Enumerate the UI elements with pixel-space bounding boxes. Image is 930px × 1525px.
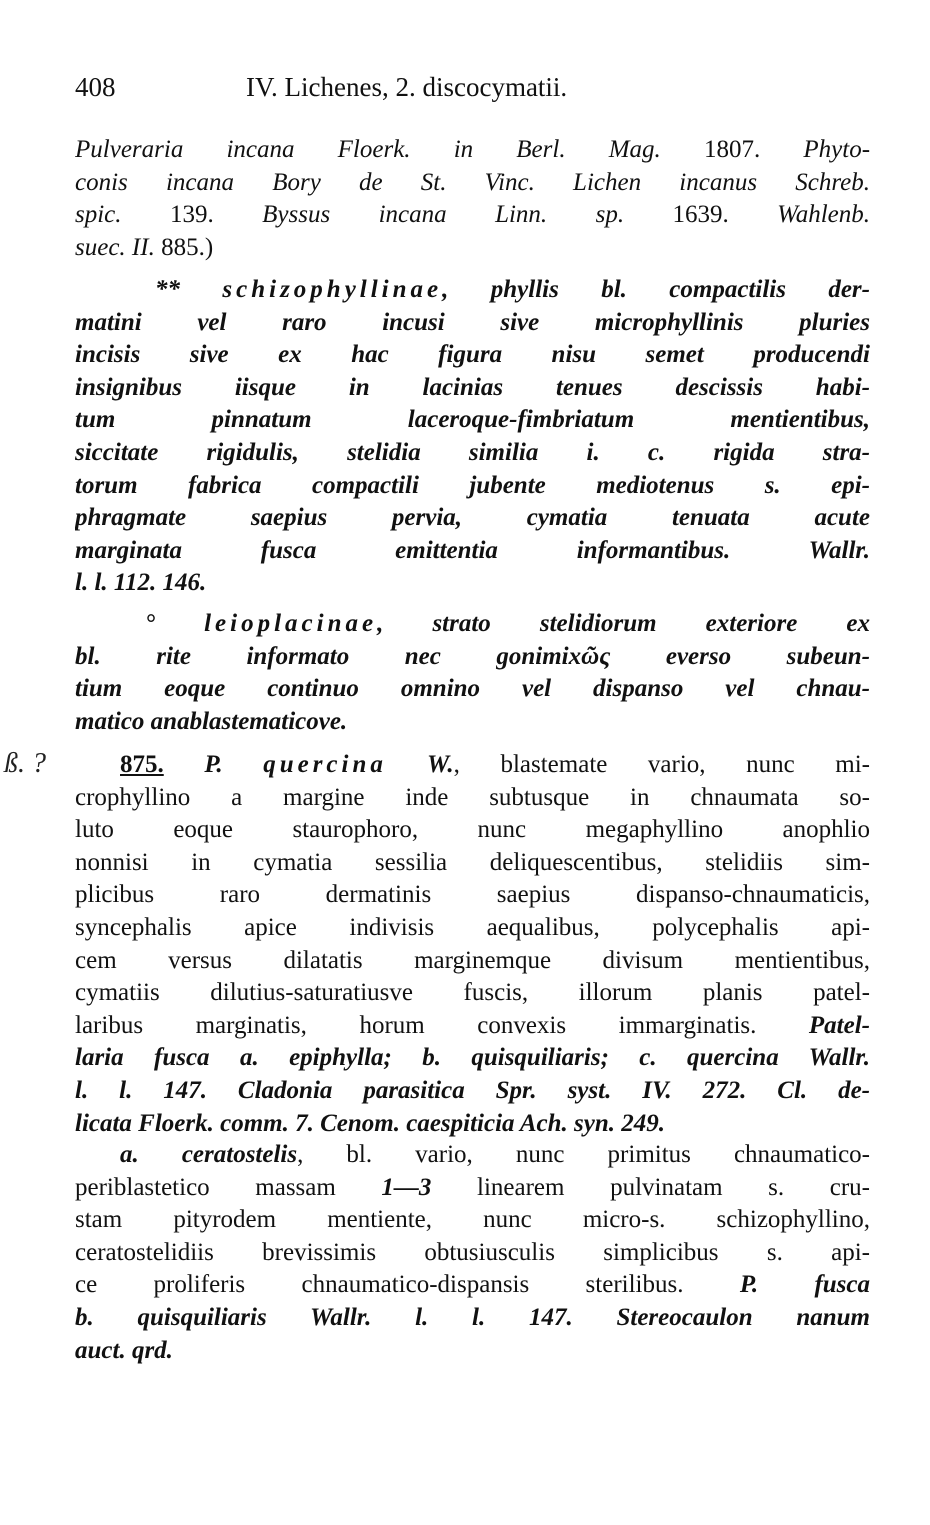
text-line: [75, 166, 870, 200]
text-segment: nonnisi in cymatia sessilia deliquescentibus, stelidiis sim-: [75, 848, 870, 876]
text-segment: tium eoque continuo omnino vel dispanso vel chnau-: [75, 675, 870, 703]
text-segment: cymatiis dilutius-saturatiusve fuscis, illorum planis patel-: [75, 979, 870, 1007]
text-segment: linearem pulvinatam s. cru-: [431, 1173, 870, 1201]
text-segment: Byssus incana Linn. sp.: [262, 201, 673, 229]
text-line: [75, 566, 870, 600]
text-line: [75, 1334, 870, 1368]
text-segment: Phyto-: [803, 136, 870, 163]
text-segment: W.: [386, 751, 454, 778]
text-segment: , blastemate vario, nunc mi-: [453, 751, 870, 778]
text-segment: ce proliferis chnaumatico-dispansis sterilibus.: [75, 1271, 740, 1299]
text-segment: luto eoque staurophoro, nunc megaphyllino anophlio: [75, 816, 870, 844]
text-segment: siccitate rigidulis, stelidia similia i. c. rigida stra-: [75, 439, 870, 466]
text-segment: bl. rite informato nec gonimixῶς everso subeun-: [75, 642, 870, 670]
handwritten-margin-note: ß. ?: [4, 748, 46, 779]
text-line: [75, 1301, 870, 1335]
text-segment: b. quisquiliaris Wallr. l. l. 147. Stereocaulon nanum: [75, 1304, 870, 1331]
text-line: [75, 976, 870, 1010]
text-segment: l. l. 147. Cladonia parasitica Spr. syst. IV. 272. Cl. de-: [75, 1077, 870, 1104]
text-line: [75, 501, 870, 535]
text-line: [75, 813, 870, 847]
text-segment: schizophyllinae: [222, 276, 443, 303]
text-segment: crophyllino a margine inde subtusque in chnaumata so-: [75, 783, 870, 811]
text-segment: insignibus iisque in lacinias tenues descissis habi-: [75, 373, 870, 401]
running-title: IV. Lichenes, 2. discocymatii.: [246, 72, 568, 102]
text-segment: [164, 751, 205, 778]
text-segment: tum pinnatum laceroque-fimbriatum mentientibus,: [75, 406, 870, 434]
text-segment: 139.: [169, 201, 263, 229]
text-segment: licata Floerk. comm. 7. Cenom. caespiticia Ach. syn. 249.: [75, 1109, 666, 1137]
text-segment: marginata fusca emittentia informantibus. Wallr.: [75, 536, 870, 564]
text-line: [75, 198, 870, 232]
page-number: 408: [75, 72, 116, 102]
text-segment: plicibus raro dermatinis saepius dispanso-chnaumaticis,: [75, 881, 870, 909]
text-segment: stam pityrodem mentiente, nunc micro-s. schizophyllino,: [75, 1206, 870, 1234]
text-segment: 875.: [120, 751, 164, 778]
text-segment: , phyllis bl. compactilis der-: [442, 276, 870, 303]
text-segment: a. ceratostelis: [120, 1141, 298, 1168]
text-segment: laria fusca a. epiphylla; b. quisquiliaris; c. quercina Wallr.: [75, 1044, 870, 1072]
text-segment: matini vel raro incusi sive microphyllinis pluries: [75, 308, 870, 336]
text-segment: Wahlenb.: [777, 201, 870, 229]
text-line: [75, 338, 870, 372]
text-segment: 1807.: [703, 136, 804, 163]
text-line: [75, 846, 870, 880]
text-segment: incisis sive ex hac figura nisu semet producendi: [75, 341, 870, 369]
text-segment: cem versus dilatatis marginemque divisum mentientibus,: [75, 946, 870, 974]
text-segment: conis incana Bory de St. Vinc. Lichen incanus Schreb.: [75, 168, 870, 196]
text-line: [75, 231, 870, 265]
text-segment: 1639.: [672, 201, 778, 229]
text-line: [75, 1236, 870, 1270]
text-segment: Pulveraria incana Floerk. in Berl. Mag.: [75, 136, 704, 163]
text-line: [145, 607, 870, 641]
text-segment: spic.: [75, 201, 170, 229]
text-segment: quercina: [263, 751, 387, 778]
text-segment: torum fabrica compactili jubente mediotenus s. epi-: [75, 471, 870, 499]
text-line: [75, 911, 870, 945]
text-line: [75, 306, 870, 340]
text-line: [75, 1203, 870, 1237]
text-line: [75, 672, 870, 706]
text-segment: , strato stelidiorum exteriore ex: [377, 610, 870, 637]
text-segment: auct. qrd.: [75, 1336, 173, 1364]
text-segment: suec. II.: [75, 233, 162, 261]
text-line: [75, 1041, 870, 1075]
text-segment: periblastetico massam: [75, 1173, 382, 1201]
text-line: [75, 436, 870, 470]
text-segment: 1—3: [381, 1173, 432, 1201]
text-line: [75, 1107, 870, 1141]
text-segment: ceratostelidiis brevissimis obtusiusculis simplicibus s. api-: [75, 1238, 870, 1266]
text-line: [75, 878, 870, 912]
text-segment: , bl. vario, nunc primitus chnaumatico-: [297, 1141, 870, 1168]
text-line: [75, 469, 870, 503]
text-line: [75, 640, 870, 674]
text-segment: matico anablastematicove.: [75, 707, 348, 735]
text-line: [75, 1074, 870, 1108]
text-segment: phragmate saepius pervia, cymatia tenuata acute: [75, 504, 870, 532]
text-segment: l. l. 112. 146.: [75, 569, 207, 597]
text-line: [75, 403, 870, 437]
text-line: [75, 705, 870, 739]
text-line: [155, 273, 870, 307]
text-line: [75, 534, 870, 568]
text-segment: Patel-: [808, 1011, 870, 1039]
text-segment: °: [145, 610, 205, 637]
text-segment: P. fusca: [739, 1271, 870, 1299]
text-segment: P.: [204, 751, 264, 778]
text-line: [75, 133, 870, 167]
text-line: [120, 748, 870, 782]
text-line: [75, 1268, 870, 1302]
text-segment: **: [155, 276, 223, 303]
text-line: [75, 371, 870, 405]
text-segment: 885.): [161, 233, 214, 261]
text-line: [75, 1009, 870, 1043]
text-segment: syncephalis apice indivisis aequalibus, polycephalis api-: [75, 914, 870, 941]
text-segment: laribus marginatis, horum convexis immarginatis.: [75, 1011, 809, 1039]
text-segment: leioplacinae: [204, 610, 378, 637]
text-line: [120, 1138, 870, 1172]
text-line: [75, 1171, 870, 1205]
text-line: [75, 944, 870, 978]
text-line: [75, 781, 870, 815]
